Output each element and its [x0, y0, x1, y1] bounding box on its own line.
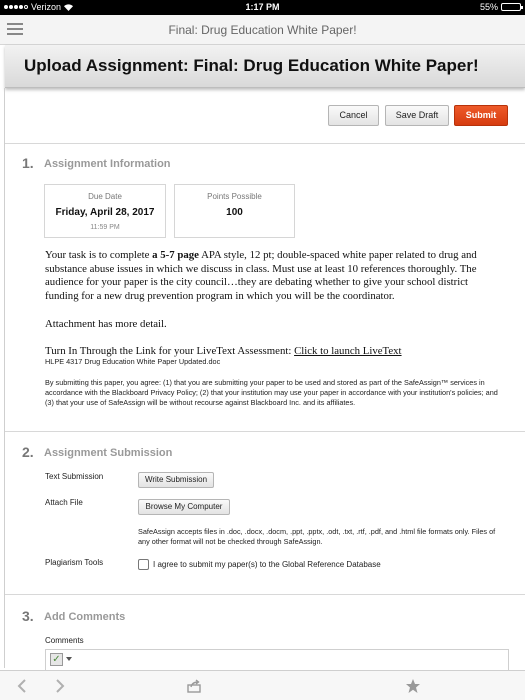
comments-label: Comments	[45, 636, 84, 645]
instructions-page-count: a 5-7 page	[152, 249, 199, 261]
page-title: Upload Assignment: Final: Drug Education White Paper!	[24, 56, 479, 75]
divider	[5, 431, 525, 432]
spellcheck-icon[interactable]: ✓	[50, 653, 63, 666]
status-bar	[0, 0, 525, 15]
file-formats-note: SafeAssign accepts files in .doc, .docx, .docm, .ppt, .pptx, .odt, .txt, .rtf, .pdf, and .html file formats only. Files of any other format will not be checked through SafeAssign.	[138, 527, 496, 546]
carrier-name: Verizon	[31, 2, 62, 12]
attached-file-link[interactable]: HLPE 4317 Drug Education White Paper Updated.doc	[45, 357, 221, 366]
global-reference-label[interactable]: I agree to submit my paper(s) to the Global Reference Database	[153, 560, 381, 569]
page-header	[5, 45, 525, 88]
due-date-value: Friday, April 28, 2017	[55, 207, 155, 218]
due-time-value: 11:59 PM	[90, 224, 120, 231]
points-box	[174, 184, 295, 238]
browser-toolbar	[0, 670, 525, 700]
section-title-assignment-submission: Assignment Submission	[44, 447, 173, 459]
points-label: Points Possible	[207, 192, 262, 201]
chevron-left-icon[interactable]	[14, 678, 30, 694]
attach-file-label: Attach File	[45, 498, 83, 507]
section-number: 2.	[22, 444, 34, 460]
clock: 1:17 PM	[245, 2, 280, 12]
section-title-add-comments: Add Comments	[44, 611, 126, 623]
global-reference-checkbox[interactable]	[138, 559, 149, 570]
livetext-text: Turn In Through the Link for your LiveText Assessment:	[45, 345, 295, 357]
nav-title: Final: Drug Education White Paper!	[168, 23, 357, 37]
submit-button[interactable]: Submit	[454, 105, 508, 126]
section-number: 1.	[22, 155, 34, 171]
due-date-box	[44, 184, 166, 238]
share-icon[interactable]	[186, 678, 202, 694]
battery-percent: 55%	[479, 2, 498, 12]
content-border	[4, 88, 5, 668]
divider	[5, 594, 525, 595]
due-date-label: Due Date	[88, 192, 122, 201]
section-title-assignment-info: Assignment Information	[44, 158, 171, 170]
instructions-text: Your task is to complete	[45, 249, 153, 261]
nav-bar	[0, 15, 525, 45]
battery-icon	[501, 3, 521, 11]
chevron-right-icon[interactable]	[52, 678, 68, 694]
cancel-button[interactable]: Cancel	[328, 105, 379, 126]
star-icon[interactable]	[405, 678, 421, 694]
save-draft-button[interactable]: Save Draft	[385, 105, 449, 126]
section-number: 3.	[22, 608, 34, 624]
divider	[5, 143, 525, 144]
assignment-instructions	[45, 249, 495, 303]
battery-status	[480, 2, 521, 12]
safeassign-notice: By submitting this paper, you agree: (1) that you are submitting your paper to be used and stored as part of the SafeAssign™ services in accordance with the Blackboard Privacy Policy; (2) that your institution may use your paper in accordance with your institution's policies; and (3) that your use of SafeAssign will be without recourse against Blackboard Inc. and its affiliates.	[45, 378, 498, 407]
plagiarism-tools-label: Plagiarism Tools	[45, 558, 104, 567]
instructions-text-continued: APA style, 12 pt; double-spaced white paper related to drug and substance abuse issues in which we discuss in class. Must use at least 10 references thoroughly. The audience for your paper is the city council…they are debating whether to give your school district funding for a new drug prevention program in which you will be the coordinator.	[45, 249, 477, 302]
livetext-link[interactable]: Click to launch LiveText	[294, 345, 402, 357]
attachment-note: Attachment has more detail.	[45, 318, 167, 330]
write-submission-button[interactable]: Write Submission	[138, 472, 214, 488]
chevron-down-icon[interactable]	[66, 657, 72, 661]
text-submission-label: Text Submission	[45, 472, 104, 481]
browse-computer-button[interactable]: Browse My Computer	[138, 499, 230, 515]
points-value: 100	[226, 207, 243, 218]
